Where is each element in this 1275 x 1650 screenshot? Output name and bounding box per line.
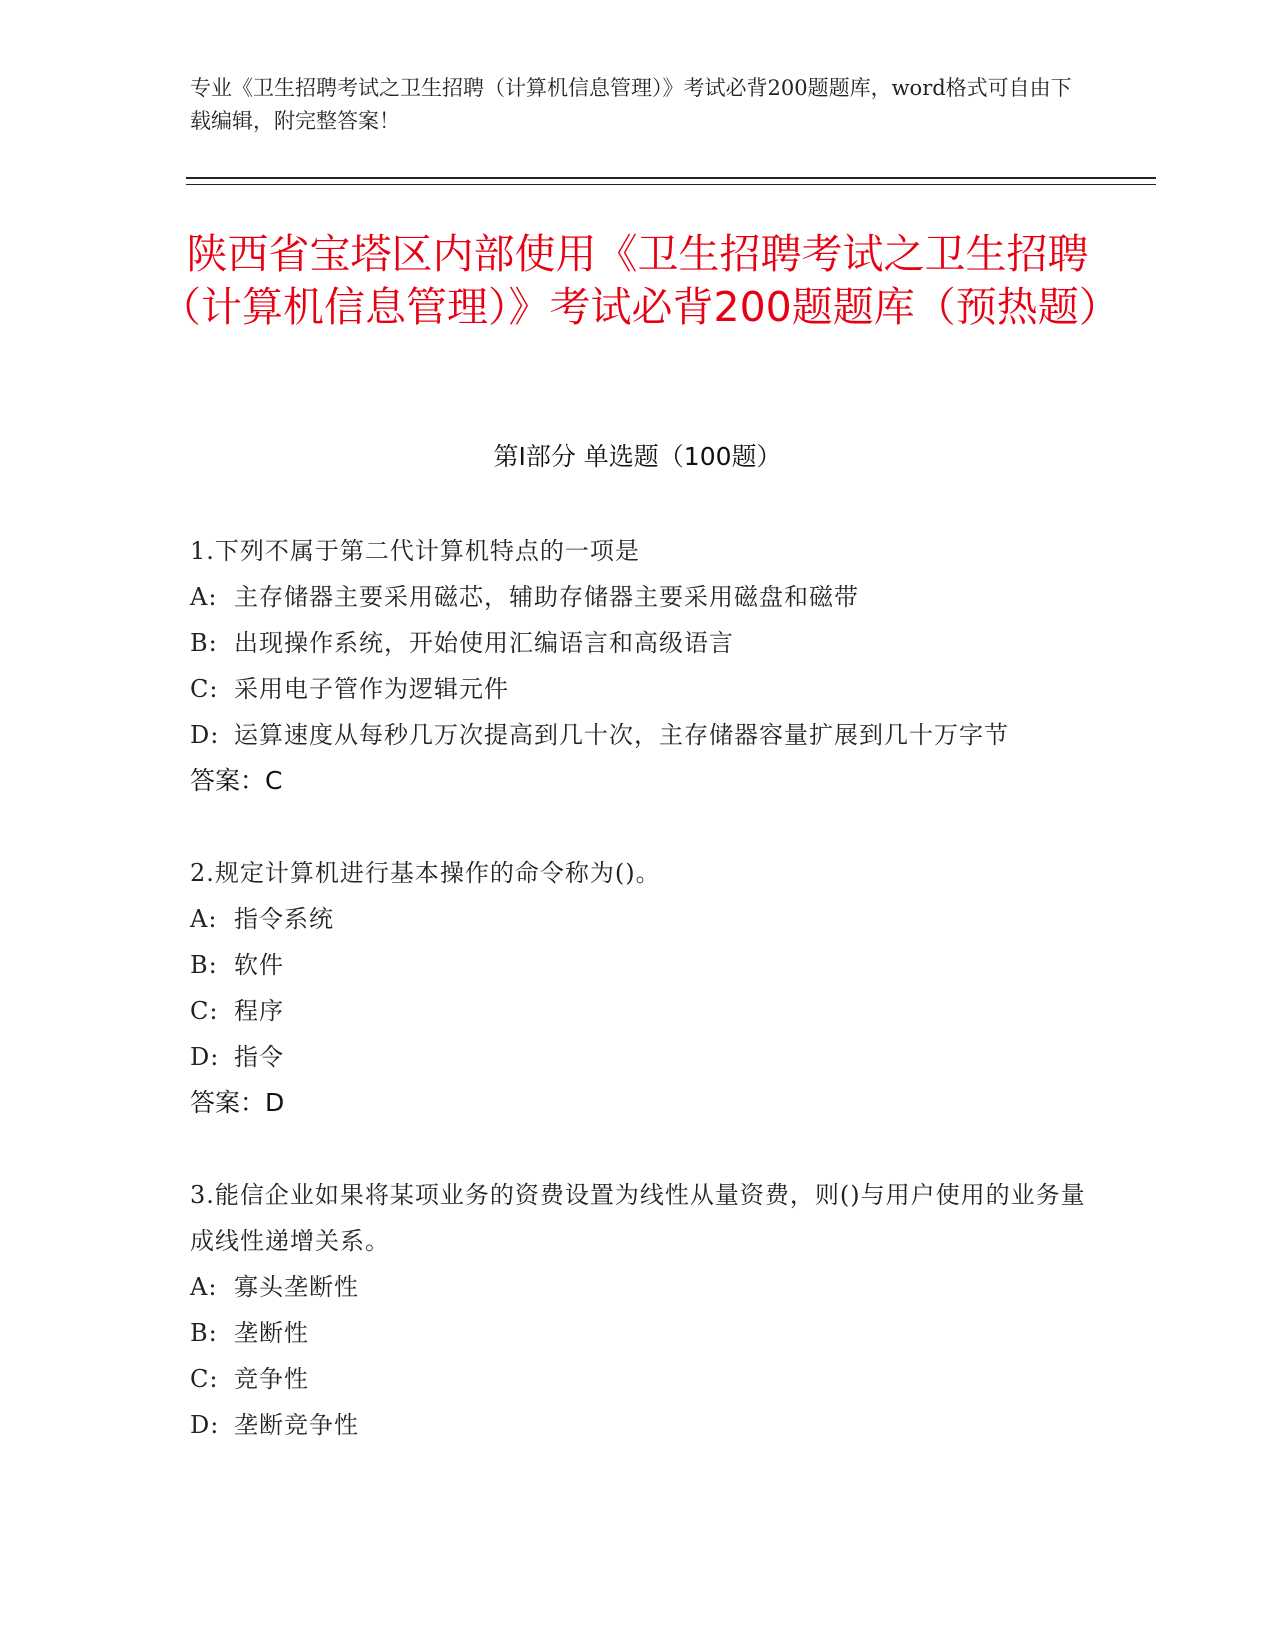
question-3 [190, 1172, 1090, 1448]
option-key: B: [190, 629, 218, 657]
option-b [190, 620, 1090, 666]
option-key: C: [190, 1365, 219, 1393]
option-key: D: [190, 1411, 220, 1439]
answer: 答案：C [190, 766, 283, 795]
question-stem: 2.规定计算机进行基本操作的命令称为()。 [190, 859, 661, 887]
option-key: A: [190, 905, 218, 933]
question-list [190, 528, 1090, 1494]
question-2 [190, 850, 1090, 1126]
option-key: C: [190, 997, 219, 1025]
option-c [190, 988, 1090, 1034]
option-text: 垄断性 [234, 1319, 309, 1347]
option-c [190, 666, 1090, 712]
header-divider-thin [186, 184, 1156, 185]
option-key: A: [190, 1273, 218, 1301]
option-a [190, 896, 1090, 942]
option-key: D: [190, 1043, 220, 1071]
option-text: 程序 [234, 997, 284, 1025]
option-d [190, 712, 1090, 758]
option-key: B: [190, 951, 218, 979]
answer: 答案：D [190, 1088, 285, 1117]
option-b [190, 942, 1090, 988]
header-divider-thick [186, 177, 1156, 179]
option-a [190, 574, 1090, 620]
option-c [190, 1356, 1090, 1402]
option-key: B: [190, 1319, 218, 1347]
section-heading: 第Ⅰ部分 单选题（100题） [493, 442, 782, 471]
option-text: 运算速度从每秒几万次提高到几十次，主存储器容量扩展到几十万字节 [234, 721, 1009, 749]
option-text: 垄断竞争性 [234, 1411, 359, 1439]
question-stem: 1.下列不属于第二代计算机特点的一项是 [190, 537, 640, 565]
option-text: 出现操作系统，开始使用汇编语言和高级语言 [234, 629, 734, 657]
question-stem: 3.能信企业如果将某项业务的资费设置为线性从量资费，则()与用户使用的业务量成线性递增关系。 [190, 1181, 1086, 1255]
option-key: D: [190, 721, 220, 749]
option-key: A: [190, 583, 218, 611]
option-b [190, 1310, 1090, 1356]
option-text: 软件 [234, 951, 284, 979]
header-note: 专业《卫生招聘考试之卫生招聘（计算机信息管理）》考试必背200题题库，word格式可自由下载编辑，附完整答案！ [190, 76, 1072, 133]
document-title: 陕西省宝塔区内部使用《卫生招聘考试之卫生招聘（计算机信息管理）》考试必背200题题库（预热题） [160, 230, 1120, 331]
option-text: 采用电子管作为逻辑元件 [234, 675, 509, 703]
option-text: 主存储器主要采用磁芯，辅助存储器主要采用磁盘和磁带 [234, 583, 859, 611]
option-text: 指令 [234, 1043, 284, 1071]
option-d [190, 1034, 1090, 1080]
option-text: 寡头垄断性 [234, 1273, 359, 1301]
option-a [190, 1264, 1090, 1310]
question-1 [190, 528, 1090, 804]
option-text: 指令系统 [234, 905, 334, 933]
option-d [190, 1402, 1090, 1448]
option-text: 竞争性 [234, 1365, 309, 1393]
option-key: C: [190, 675, 219, 703]
